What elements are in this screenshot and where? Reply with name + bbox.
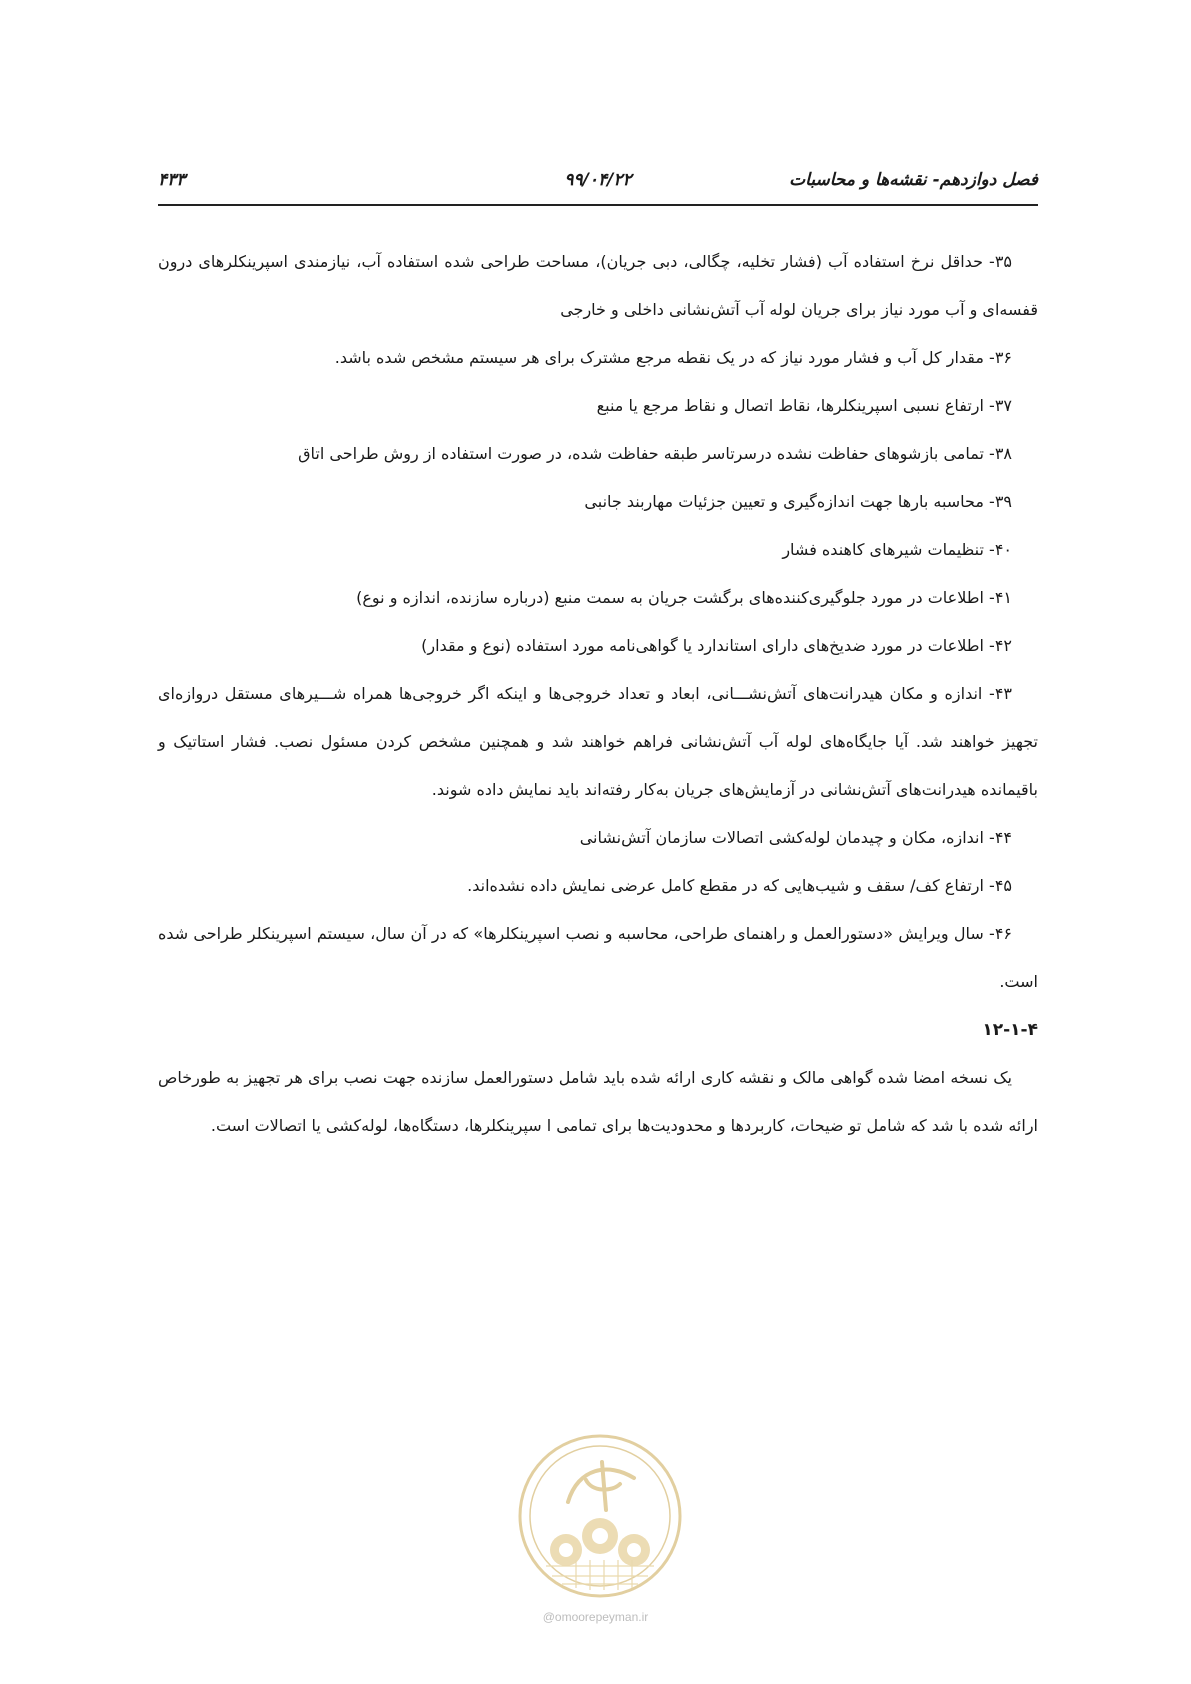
list-item-44: ۴۴- اندازه، مکان و چیدمان لوله‌کشی اتصالات سازمان آتش‌نشانی — [579, 828, 1012, 847]
list-item-43: ۴۳- اندازه و مکان هیدرانت‌های آتش‌نشـــانی، ابعاد و تعداد خروجی‌ها و اینکه اگر خروجی‌ها همراه شـــیرهای مستقل دروازه‌ای تجهیز خواهند شد. آیا جایگاه‌های لوله آب آتش‌نشانی فراهم خواهند شد و همچنین مشخص کردن مسئول نصب. فشار استاتیک و باقیمانده هیدرانت‌های آتش‌نشانی در آزمایش‌های جریان به‌کار رفته‌اند باید نمایش داده شوند. — [158, 684, 1038, 799]
list-item-36: ۳۶- مقدار کل آب و فشار مورد نیاز که در یک نقطه مرجع مشترک برای هر سیستم مشخص شده باشد. — [334, 348, 1012, 367]
section-number: ۱۲-۱-۴ — [982, 1020, 1038, 1040]
chapter-title: فصل دوازدهم- نقشه‌ها و محاسبات — [789, 170, 1038, 190]
list-item-39: ۳۹- محاسبه بارها جهت اندازه‌گیری و تعیین جزئیات مهاربند جانبی — [584, 492, 1012, 511]
page-number: ۴۳۳ — [158, 170, 186, 190]
list-item-41: ۴۱- اطلاعات در مورد جلوگیری‌کننده‌های برگشت جریان به سمت منبع (درباره سازنده، اندازه و نوع) — [356, 588, 1012, 607]
document-body — [158, 238, 1038, 1150]
list-item-38: ۳۸- تمامی بازشوهای حفاظت نشده درسرتاسر طبقه حفاظت شده، در صورت استفاده از روش طراحی اتاق — [298, 444, 1012, 463]
header-divider — [158, 204, 1038, 206]
header-date: ۹۹/۰۴/۲۲ — [564, 170, 632, 190]
list-item-35: ۳۵- حداقل نرخ استفاده آب (فشار تخلیه، چگالی، دبی جریان)، مساحت طراحی شده استفاده آب، نیازمندی اسپرینکلرهای درون قفسه‌ای و آب مورد نیاز برای جریان لوله آب آتش‌نشانی داخلی و خارجی — [158, 252, 1038, 319]
page-header — [158, 170, 1038, 200]
list-item-42: ۴۲- اطلاعات در مورد ضدیخ‌های دارای استاندارد یا گواهی‌نامه مورد استفاده (نوع و مقدار) — [421, 636, 1012, 655]
footer-url: @omoorepeyman.ir — [542, 1610, 649, 1624]
watermark-logo-icon — [516, 1432, 684, 1600]
section-paragraph: یک نسخه امضا شده گواهی مالک و نقشه کاری ارائه شده باید شامل دستورالعمل سازنده جهت نصب برای هر تجهیز به طورخاص ارائه شده با شد که شامل تو ضیحات، کاربردها و محدودیت‌ها برای تمامی ا سپرینکلرها، دستگاه‌ها، لوله‌کشی یا اتصالات است. — [158, 1068, 1038, 1135]
list-item-37: ۳۷- ارتفاع نسبی اسپرینکلرها، نقاط اتصال و نقاط مرجع یا منبع — [596, 396, 1012, 415]
list-item-40: ۴۰- تنظیمات شیرهای کاهنده فشار — [782, 540, 1012, 559]
list-item-45: ۴۵- ارتفاع کف/ سقف و شیب‌هایی که در مقطع کامل عرضی نمایش داده نشده‌اند. — [467, 876, 1012, 895]
list-item-46: ۴۶- سال ویرایش «دستورالعمل و راهنمای طراحی، محاسبه و نصب اسپرینکلرها» که در آن سال، سیستم اسپرینکلر طراحی شده است. — [158, 924, 1038, 991]
